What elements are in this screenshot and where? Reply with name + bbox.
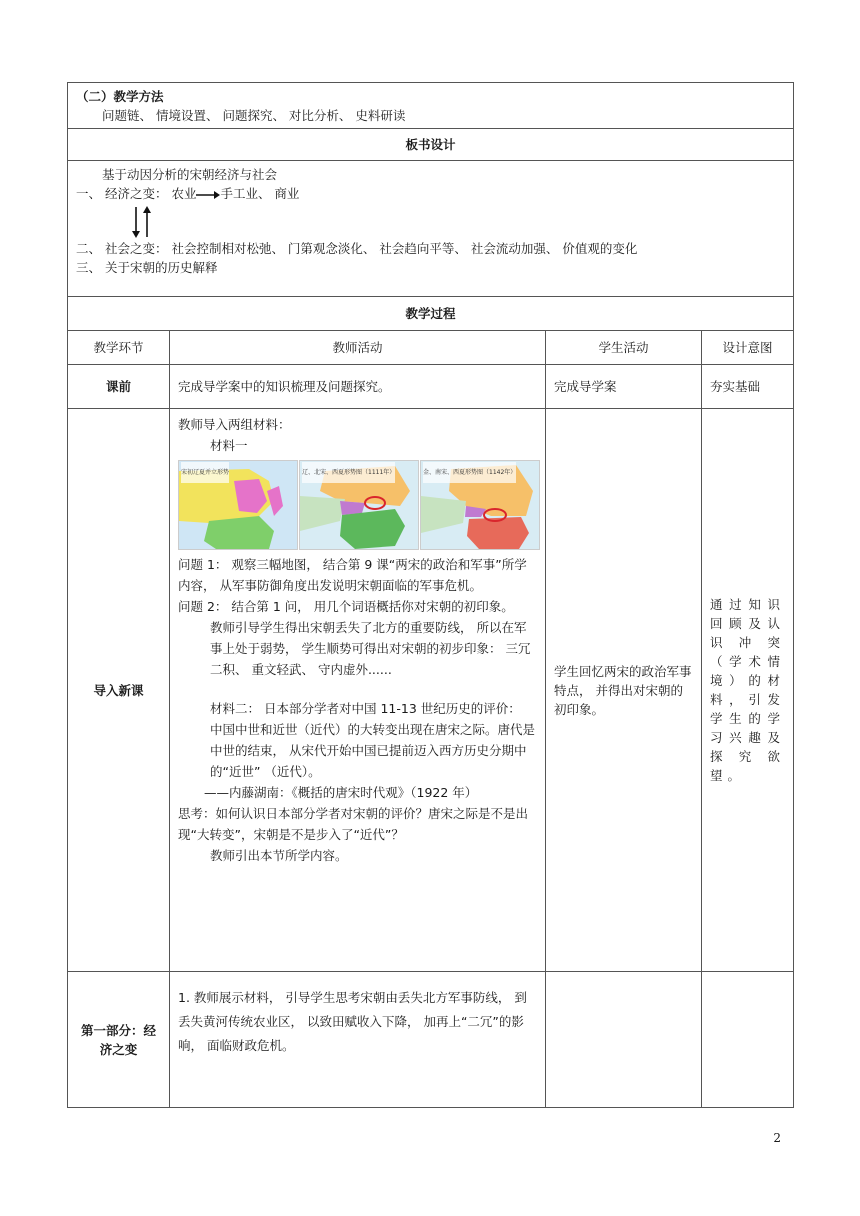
process-header: 教学过程 — [68, 297, 794, 331]
board-line-history: 三、 关于宋朝的历史解释 — [76, 260, 218, 275]
col-header-student: 学生活动 — [546, 331, 702, 365]
board-line-economy — [76, 184, 785, 203]
stage-cell: 第一部分：经济之变 — [68, 972, 170, 1108]
process-header-row — [68, 297, 794, 331]
col-header-teacher: 教师活动 — [170, 331, 546, 365]
board-header-row — [68, 129, 794, 161]
stage-cell: 导入新课 — [68, 409, 170, 972]
right-arrow-icon — [196, 190, 220, 200]
student-activity-cell — [546, 972, 702, 1108]
student-activity-cell: 学生回忆两宋的政治军事特点， 并得出对宋朝的初印象。 — [546, 409, 702, 972]
board-line-society: 二、 社会之变： 社会控制相对松弛、 门第观念淡化、 社会趋向平等、 社会流动加强、 价值观的变化 — [76, 241, 638, 256]
think-question: 思考：如何认识日本部分学者对宋朝的评价？唐宋之际是不是出现“大转变”，宋朝是不是步入了“近代”？ — [178, 806, 529, 842]
teacher-activity-cell: 完成导学案中的知识梳理及问题探究。 — [170, 365, 546, 409]
up-down-arrows-icon — [130, 205, 154, 239]
table-row — [68, 365, 794, 409]
col-header-stage: 教学环节 — [68, 331, 170, 365]
map-image — [420, 460, 540, 550]
map-image — [299, 460, 419, 550]
board-line-economy-suffix: 手工业、 商业 — [220, 186, 300, 201]
col-header-intent: 设计意图 — [702, 331, 794, 365]
teacher-guide-text: 教师引导学生得出宋朝丢失了北方的重要防线， 所以在军事上处于弱势， 学生顺势可得出对宋朝的初步印象： 三冗二积、 重文轻武、 守内虚外...... — [210, 620, 531, 677]
material2-source: ——内藤湖南：《概括的唐宋时代观》（1922 年） — [204, 785, 478, 800]
board-content-row — [68, 161, 794, 297]
map-caption: 宋初辽夏并立形势 — [181, 462, 229, 483]
intro-end: 教师引出本节所学内容。 — [210, 848, 348, 863]
material2-quote: 中国中世和近世（近代）的大转变出现在唐宋之际。唐代是中世的结束， 从宋代开始中国已提前迈入西方历史分期中的“近世” （近代）。 — [210, 722, 536, 779]
teacher-activity-cell — [170, 409, 546, 972]
board-header: 板书设计 — [68, 129, 794, 161]
board-line-economy-prefix: 一、 经济之变： 农业 — [76, 186, 197, 201]
teacher-activity-cell: 1. 教师展示材料， 引导学生思考宋朝由丢失北方军事防线， 到丢失黄河传统农业区， 以致田赋收入下降， 加再上“二冗”的影响， 面临财政危机。 — [170, 972, 546, 1108]
methods-row — [68, 83, 794, 129]
material1-label: 材料一 — [210, 438, 248, 453]
map-group — [178, 460, 540, 550]
map-caption: 金、南宋、西夏形势图（1142年） — [423, 462, 516, 483]
design-intent-cell: 夯实基础 — [702, 365, 794, 409]
question-1: 问题 1： 观察三幅地图， 结合第 9 课“两宋的政治和军事”所学内容， 从军事防御角度出发说明宋朝面临的军事危机。 — [178, 557, 527, 593]
map-caption: 辽、北宋、西夏形势图（1111年） — [302, 462, 395, 483]
intro-lead: 教师导入两组材料： — [178, 417, 291, 432]
board-title: 基于动因分析的宋朝经济与社会 — [102, 167, 278, 182]
stage-cell: 课前 — [68, 365, 170, 409]
design-intent-cell — [702, 972, 794, 1108]
methods-items: 问题链、 情境设置、 问题探究、 对比分析、 史料研读 — [102, 108, 406, 123]
page-number: 2 — [773, 1131, 781, 1145]
column-header-row — [68, 331, 794, 365]
table-row — [68, 972, 794, 1108]
methods-title: （二）教学方法 — [76, 89, 164, 104]
question-2: 问题 2： 结合第 1 问， 用几个词语概括你对宋朝的初印象。 — [178, 599, 514, 614]
student-activity-cell: 完成导学案 — [546, 365, 702, 409]
table-row — [68, 409, 794, 972]
board-arrows — [76, 203, 785, 239]
material2: 材料二： 日本部分学者对中国 11-13 世纪历史的评价： — [210, 701, 521, 716]
map-image — [178, 460, 298, 550]
design-intent-cell: 通过知识回顾及认识冲突（学术情境）的材料，引发学生的学习兴趣及探究欲望。 — [702, 409, 794, 972]
teacher-guide — [178, 617, 537, 680]
lesson-plan-table — [67, 82, 794, 1108]
